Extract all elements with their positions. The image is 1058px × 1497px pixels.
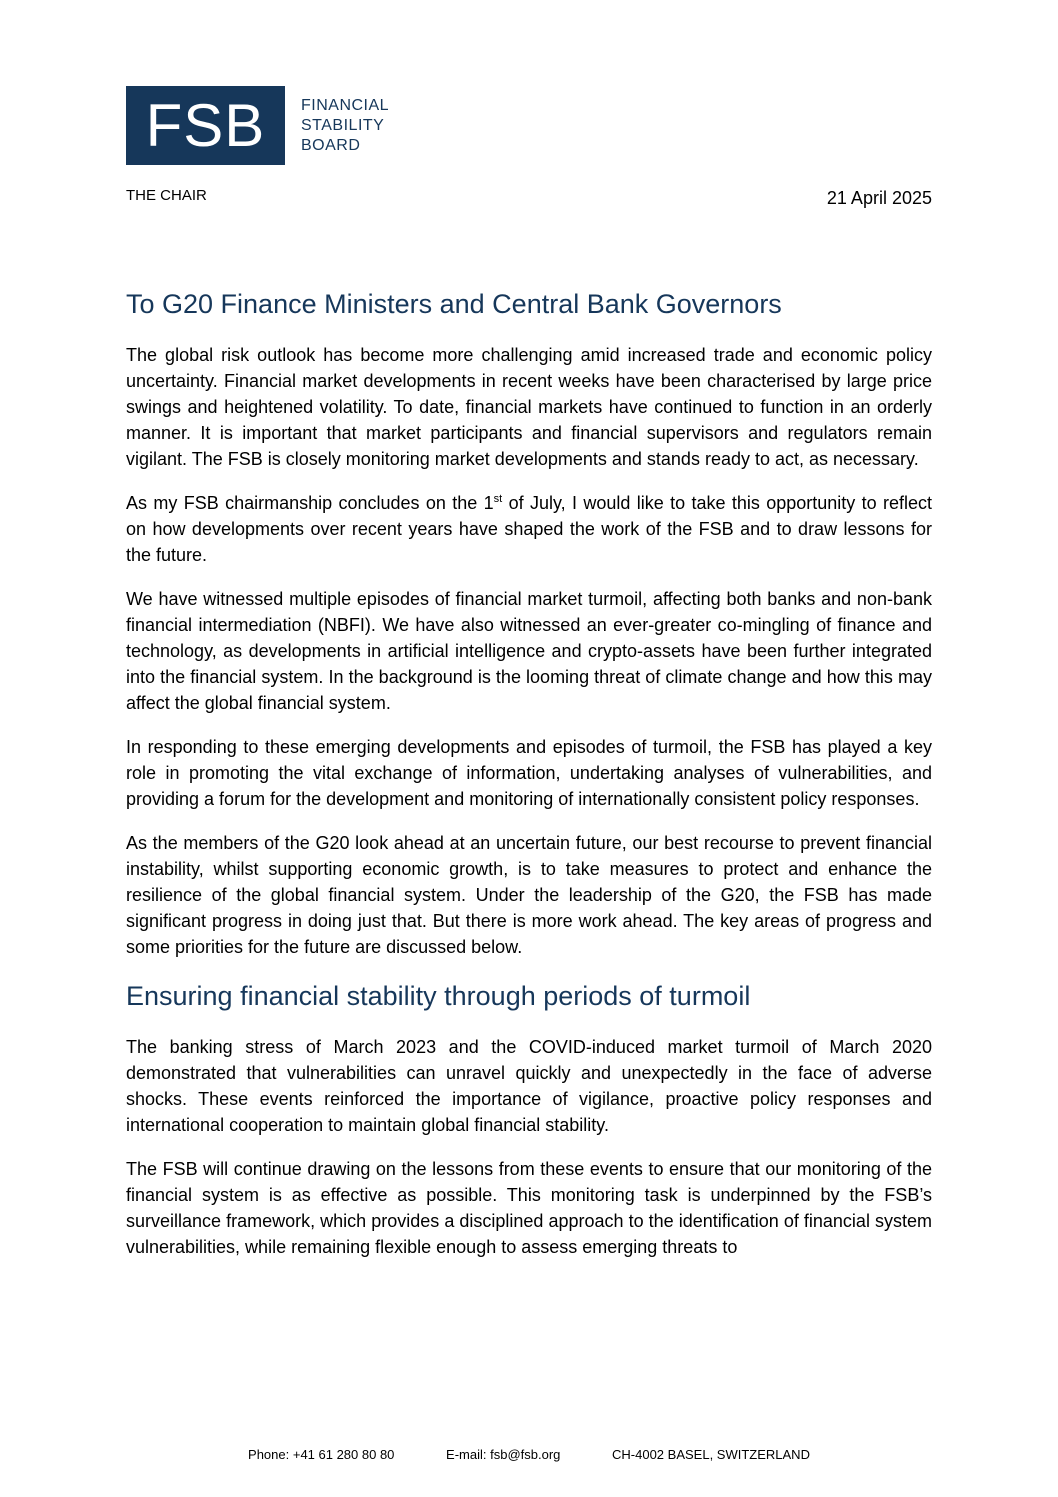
paragraph-1: The global risk outlook has become more challenging amid increased trade and economic policy uncertainty. Financial market developments in recent weeks have been characterised by large price swings and heightened volatility. To date, financial markets have continued to function in an orderly manner. It is important that market participants and financial supervisors and regulators remain vigilant. The FSB is closely monitoring market developments and stands ready to act, as necessary. bbox=[126, 345, 932, 469]
logo-line-2: STABILITY bbox=[301, 116, 385, 134]
logo-words bbox=[301, 96, 389, 156]
page-footer bbox=[0, 1447, 1058, 1462]
paragraph-2 bbox=[126, 490, 932, 568]
paragraph-3: We have witnessed multiple episodes of financial market turmoil, affecting both banks and non-bank financial intermediation (NBFI). We have also witnessed an ever-greater co-mingling of finance and technology, as developments in artificial intelligence and crypto-assets have been further integrated into the financial system. In the background is the looming threat of climate change and how this may affect the global financial system. bbox=[126, 589, 932, 713]
sender-label: THE CHAIR bbox=[126, 187, 207, 204]
ordinal-suffix: st bbox=[493, 493, 503, 505]
paragraph-4: In responding to these emerging developments and episodes of turmoil, the FSB has played a key role in promoting the vital exchange of information, undertaking analyses of vulnerabilities, and providing a forum for the development and monitoring of internationally consistent policy responses. bbox=[126, 737, 932, 809]
letter-title: To G20 Finance Ministers and Central Bank Governors bbox=[126, 289, 782, 319]
logo-line-1: FINANCIAL bbox=[301, 96, 390, 114]
section-heading: Ensuring financial stability through periods of turmoil bbox=[126, 981, 751, 1011]
logo-line-3: BOARD bbox=[301, 136, 361, 154]
footer-address: CH-4002 BASEL, SWITZERLAND bbox=[612, 1447, 810, 1462]
footer-phone: Phone: +41 61 280 80 80 bbox=[248, 1447, 395, 1462]
paragraph-2-start: As my FSB chairmanship concludes on the 1 bbox=[126, 493, 494, 513]
fsb-logo bbox=[126, 86, 389, 165]
logo-abbr: FSB bbox=[126, 86, 285, 165]
paragraph-2-end: of July, I would like to take this opportunity to reflect on how developments over recent years have shaped the work of the FSB and to draw lessons for the future. bbox=[126, 493, 933, 565]
letter-date: 21 April 2025 bbox=[826, 188, 932, 208]
paragraph-6: The banking stress of March 2023 and the COVID-induced market turmoil of March 2020 demonstrated that vulnerabilities can unravel quickly and unexpectedly in the face of adverse shocks. These events reinforced the importance of vigilance, proactive policy responses and international cooperation to maintain global financial stability. bbox=[126, 1037, 932, 1135]
paragraph-7: The FSB will continue drawing on the lessons from these events to ensure that our monitoring of the financial system is as effective as possible. This monitoring task is underpinned by the FSB’s surveillance framework, which provides a disciplined approach to the identification of financial system vulnerabilities, while remaining flexible enough to assess emerging threats to bbox=[126, 1159, 932, 1257]
letter-body bbox=[126, 286, 932, 1278]
footer-email: E-mail: fsb@fsb.org bbox=[446, 1447, 561, 1462]
paragraph-5: As the members of the G20 look ahead at an uncertain future, our best recourse to prevent financial instability, whilst supporting economic growth, is to take measures to protect and enhance the resilience of the global financial system. Under the leadership of the G20, the FSB has made significant progress in doing just that. But there is more work ahead. The key areas of progress and some priorities for the future are discussed below. bbox=[126, 833, 932, 957]
